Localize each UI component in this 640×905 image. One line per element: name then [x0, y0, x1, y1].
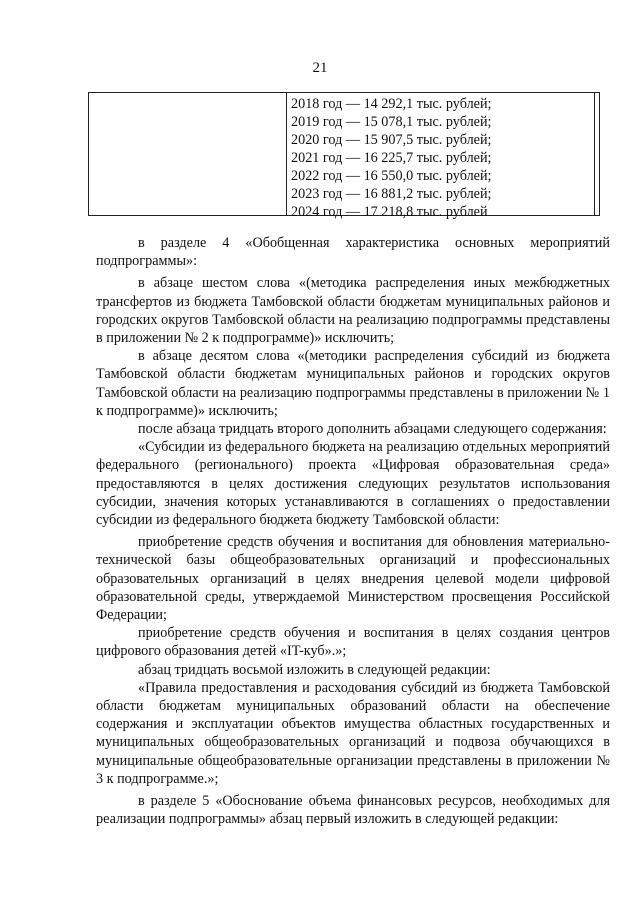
page-number: 21: [312, 60, 328, 76]
year-line: 2022 год — 16 550,0 тыс. рублей;: [291, 168, 492, 184]
table-left-cell: [89, 93, 287, 215]
funding-table: [88, 92, 600, 220]
table-double-border: [594, 93, 595, 215]
table-right-cell: [287, 93, 599, 220]
paragraph: в абзаце шестом слова «(методика распределения иных межбюджетных трансфертов из бюджета Тамбовской области бюджетам муниципальных районов и городских округов Тамбовской области на реализацию подпрограммы представлены в приложении № 2 к подпрограмме)» исключить;: [96, 275, 610, 347]
paragraph: «Правила предоставления и расходования субсидий из бюджета Тамбовской области бюджетам муниципальных образований области на обеспечение содержания и эксплуатации объектов имущества областных государственных и муниципальных общеобразовательных организаций и подвоза обучающихся в муниципальные общеобразовательные организации представлены в приложении № 3 к подпрограмме.»;: [96, 679, 610, 787]
paragraph: в разделе 5 «Обоснование объема финансовых ресурсов, необходимых для реализации подпрограммы» абзац первый изложить в следующей редакции:: [96, 793, 610, 828]
paragraph: приобретение средств обучения и воспитания в целях создания центров цифрового образования детей «IT-куб».»;: [96, 625, 610, 660]
year-line: 2020 год — 15 907,5 тыс. рублей;: [291, 132, 492, 148]
paragraph: в абзаце десятом слова «(методики распределения субсидий из бюджета Тамбовской области бюджетам муниципальных районов и городских округов Тамбовской области на реализацию подпрограммы представлены в приложении № 1 к подпрограмме)» исключить;: [96, 348, 610, 419]
paragraph: приобретение средств обучения и воспитания для обновления материально-технической базы общеобразовательных организаций и профессиональных образовательных организаций в целях внедрения целевой модели цифровой образовательной среды, утверждаемой Министерством просвещения Российской Федерации;: [96, 534, 610, 624]
paragraph: после абзаца тридцать второго дополнить абзацами следующего содержания:: [138, 421, 607, 438]
paragraph: абзац тридцать восьмой изложить в следующей редакции:: [138, 661, 491, 678]
paragraph: в разделе 4 «Обобщенная характеристика основных мероприятий подпрограммы»:: [96, 235, 610, 270]
year-line: 2023 год — 16 881,2 тыс. рублей;: [291, 186, 492, 202]
year-line: 2021 год — 16 225,7 тыс. рублей;: [291, 150, 492, 166]
paragraph: «Субсидии из федерального бюджета на реализацию отдельных мероприятий федерального (регионального) проекта «Цифровая образовательная среда» предоставляются в целях достижения следующих результатов использования субсидии, значения которых устанавливаются в соглашениях о предоставлении субсидии из федерального бюджета бюджету Тамбовской области:: [96, 439, 610, 529]
year-line: 2018 год — 14 292,1 тыс. рублей;: [291, 96, 492, 112]
year-line: 2019 год — 15 078,1 тыс. рублей;: [291, 114, 492, 130]
year-line: 2024 год — 17 218,8 тыс. рублей: [291, 204, 488, 220]
document-body: [96, 234, 610, 829]
